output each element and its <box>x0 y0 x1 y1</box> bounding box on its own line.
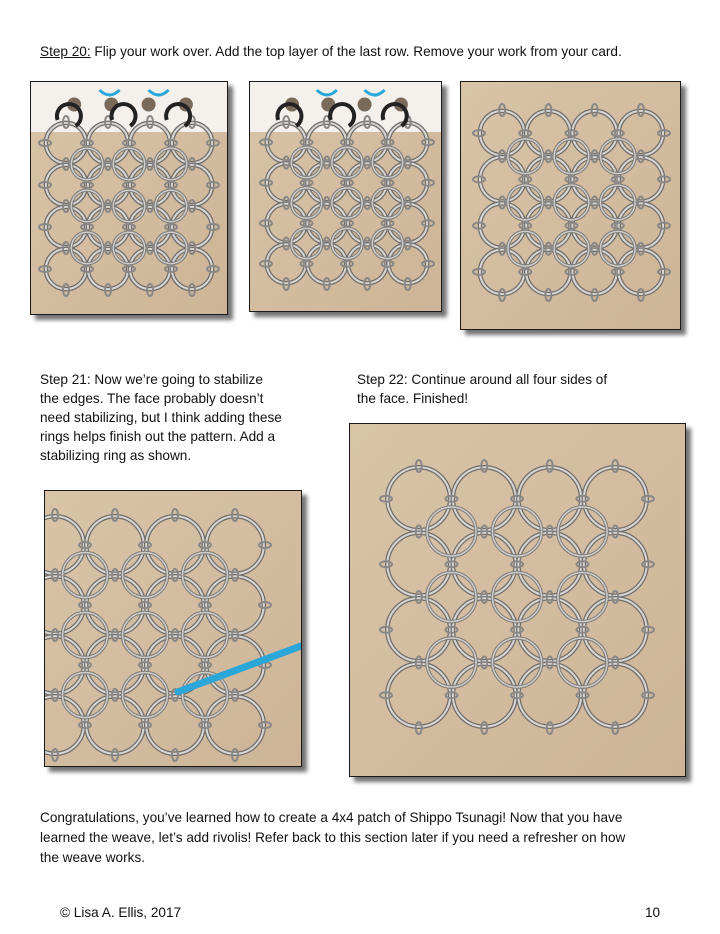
step21-line-5: stabilizing ring as shown. <box>40 448 192 463</box>
conclusion-line-3: the weave works. <box>40 850 146 865</box>
footer-copyright: © Lisa A. Ellis, 2017 <box>60 905 182 920</box>
step20-text: Flip your work over. Add the top layer of the last row. Remove your work from your card. <box>90 44 622 59</box>
step21-line-2: the edges. The face probably doesn’t <box>40 391 264 406</box>
step21-photo <box>44 490 302 767</box>
step20-photo-1 <box>30 81 228 315</box>
step21-text <box>40 370 340 465</box>
step21-line-3: need stabilizing, but I think adding these <box>40 410 282 425</box>
footer-page-number: 10 <box>645 905 661 920</box>
step20-caption <box>40 42 700 61</box>
step22-line-2: the face. Finished! <box>357 391 469 406</box>
step21-line-4: rings helps finish out the pattern. Add a <box>40 429 276 444</box>
step20-photo-2 <box>249 81 442 312</box>
step22-photo <box>349 423 686 777</box>
conclusion-line-2: learned the weave, let’s add rivolis! Refer back to this section later if you need a refresher on how <box>40 830 626 845</box>
step21-line-1: Step 21: Now we’re going to stabilize <box>40 372 263 387</box>
step22-line-1: Step 22: Continue around all four sides of <box>357 372 608 387</box>
step20-label: Step 20: <box>40 44 91 59</box>
conclusion-line-1: Congratulations, you’ve learned how to create a 4x4 patch of Shippo Tsunagi! Now that you have <box>40 810 623 825</box>
step22-text <box>357 370 687 408</box>
conclusion-text <box>40 808 700 868</box>
step20-photo-3 <box>460 81 681 330</box>
